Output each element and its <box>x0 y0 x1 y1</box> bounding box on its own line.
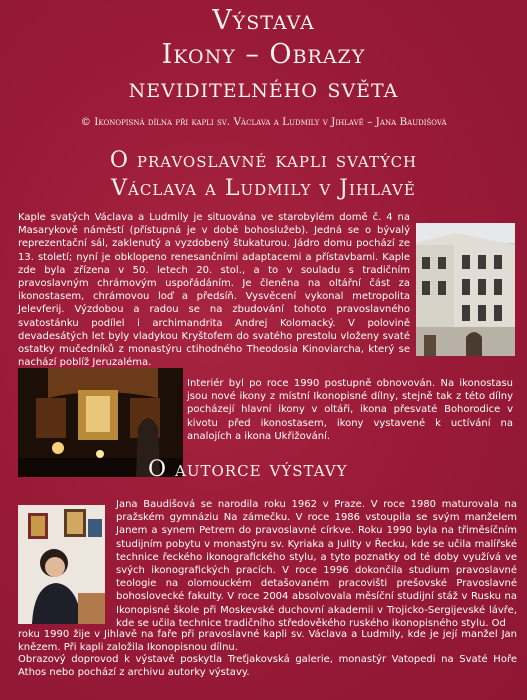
exhibition-title-line-1: Výstava <box>212 5 315 36</box>
exhibition-title-line-3: neviditelného světa <box>128 73 399 104</box>
chapel-history-paragraph: Kaple svatých Václava a Ludmily je situována ve starobylém domě č. 4 na Masarykově náměstí (přístupná je v době bohoslužeb). Jedná se o bývalý reprezentační sál, zaklenutý a vyzdobený štukaturou. Jádro domu pochází ze 13. století; nyní je obklopeno renesančními adaptacemi a přístavbami. Kaple zde byla zřízena v 50. letech 20. stol., a to v souladu s tradičním pravoslavným chrámovým uspořádáním. Je členěna na oltářní část za ikonostasem, chrámovou loď a předsíň. Vysvěcení vykonal metropolita Jelevferij. Výzdobou a radou se na zbudování tohoto pravoslavného svatostánku podílel i archimandrita Andrej Kolomacký. V polovině devadesátých let byly vladykou Kryštofem do svatého prestolu vloženy svaté ostatky mučedníků z monastýru ctihodného Theodosia Kinoviarcha, který se nachází poblíž Jeruzaléma. <box>18 212 410 369</box>
author-biography-paragraph: Jana Baudišová se narodila roku 1962 v Praze. V roce 1980 maturovala na pražském gymnáziu Na zámečku. V roce 1986 vstoupila se svým manželem Janem a synem Petrem do pravoslavné církve. Roku 1990 byla na třiměsíčním studijním pobytu v monastýru sv. Kyriaka a Julity v Řecku, kde se učila malířské technice řeckého ikonografického stylu, a tyto poznatky od té doby využívá ve svých ikonografických pracích. V roce 1996 dokončila studium pravoslavné teologie na olomouckém detašovaném pracovišti prešovské Pravoslavné bohoslovecké fakulty. V roce 2004 absolvovala měsíční studijní stáž v Rusku na Ikonopisné škole při Moskevské duchovní akademii v Trojicko-Sergijevské lávře, kde se učila technice tradičního středověkého ruského ikonopisného stylu. Od <box>116 499 517 629</box>
author-biography-continuation: roku 1990 žije v Jihlavě na faře při pravoslavné kapli sv. Václava a Ludmily, kde je její manžel Jan knězem. Při kapli založila Ikonopisnou dílnu. <box>18 629 517 654</box>
chapel-building-photo <box>416 223 515 356</box>
author-portrait-photo <box>18 505 105 624</box>
image-sources-paragraph: Obrazový doprovod k výstavě poskytla Treťjakovská galerie, monastýr Vatopedi na Svaté Hoře Athos nebo pochází z archivu autorky výstavy. <box>18 654 517 679</box>
chapel-restoration-paragraph: Interiér byl po roce 1990 postupně obnovován. Na ikonostasu jsou nové ikony z místní Ikonopisné dílny, stejně tak z této dílny pocházejí hlavní ikony v oltáři, ikona přesvaté Bohorodice v kivotu před ikonostasem, ikony vystavené k uctívání na analojích a ikona Ukřižování. <box>187 378 513 442</box>
exhibition-title-line-2: Ikony – Obrazy <box>161 39 366 70</box>
section-chapel-heading-line-1: O pravoslavné kapli svatých <box>109 148 418 173</box>
credit-line: © Ikonopisná dílna při kapli sv. Václava a Ludmily v Jihlavě – Jana Baudišová <box>80 116 447 128</box>
section-author-heading: O autorce výstavy <box>148 457 348 482</box>
section-chapel-heading-line-2: Václava a Ludmily v Jihlavě <box>111 176 416 201</box>
